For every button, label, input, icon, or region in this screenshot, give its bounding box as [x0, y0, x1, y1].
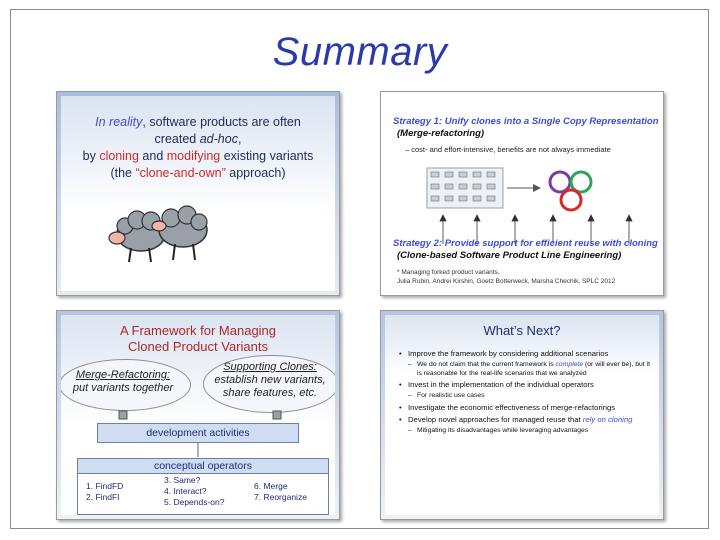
- strategy-1-bullet: – cost- and effort-intensive, benefits are not always immediate: [405, 145, 611, 154]
- strategy-1-heading: Strategy 1: Unify clones into a Single Copy Representation (Merge-refactoring): [393, 116, 659, 139]
- strategy-2-heading: Strategy 2: Provide support for efficient reuse with cloning (Clone-based Software Product Line Engineering): [393, 238, 658, 261]
- list-item: • Improve the framework by considering additional scenarios: [399, 349, 655, 359]
- thumbnail-framework: [56, 310, 340, 520]
- supporting-clones-text: Supporting Clones: establish new variants, share features, etc.: [214, 361, 326, 399]
- list-item: • Develop novel approaches for managed reuse that rely on cloning: [399, 415, 655, 425]
- list-item: • Investigate the economic effectiveness of merge-refactorings: [399, 403, 655, 413]
- clone-and-own-text: In reality, software products are often created ad-hoc, by cloning and modifying existing variants (the “clone-and-own” approach): [82, 115, 314, 180]
- page-title: Summary: [272, 30, 448, 74]
- thumbnail-strategies: [380, 91, 664, 296]
- thumbnail-clone-and-own: [56, 91, 340, 296]
- list-subitem: – Mitigating its disadvantages while leveraging advantages: [399, 427, 655, 436]
- development-activities-box: development activities: [97, 423, 299, 443]
- list-subitem: – We do not claim that the current framework is complete (or will ever be), but it is reasonable for the real-life scenarios that we analyzed: [399, 361, 655, 378]
- list-item: • Invest in the implementation of the individual operators: [399, 380, 655, 390]
- whats-next-list: [399, 349, 655, 437]
- whats-next-title: What’s Next?: [483, 323, 561, 338]
- conceptual-operators-box: conceptual operators 1. FindFD 2. FindFI 3. Same? 4. Interact? 5. Depends-on? 6. Merge 7. Reorganize: [77, 458, 329, 515]
- merge-refactoring-text: Merge-Refactoring: put variants together: [72, 369, 174, 394]
- list-subitem: – For realistic use cases: [399, 392, 655, 401]
- citation: * Managing forked product variants. Julia Rubin, Andrei Kirshin, Goetz Botterweck, Marsha Chechik, SPLC 2012: [397, 269, 616, 285]
- sheep-illustration: [101, 196, 221, 266]
- thumbnail-whats-next: [380, 310, 664, 520]
- framework-title: A Framework for Managing Cloned Product Variants: [119, 323, 277, 354]
